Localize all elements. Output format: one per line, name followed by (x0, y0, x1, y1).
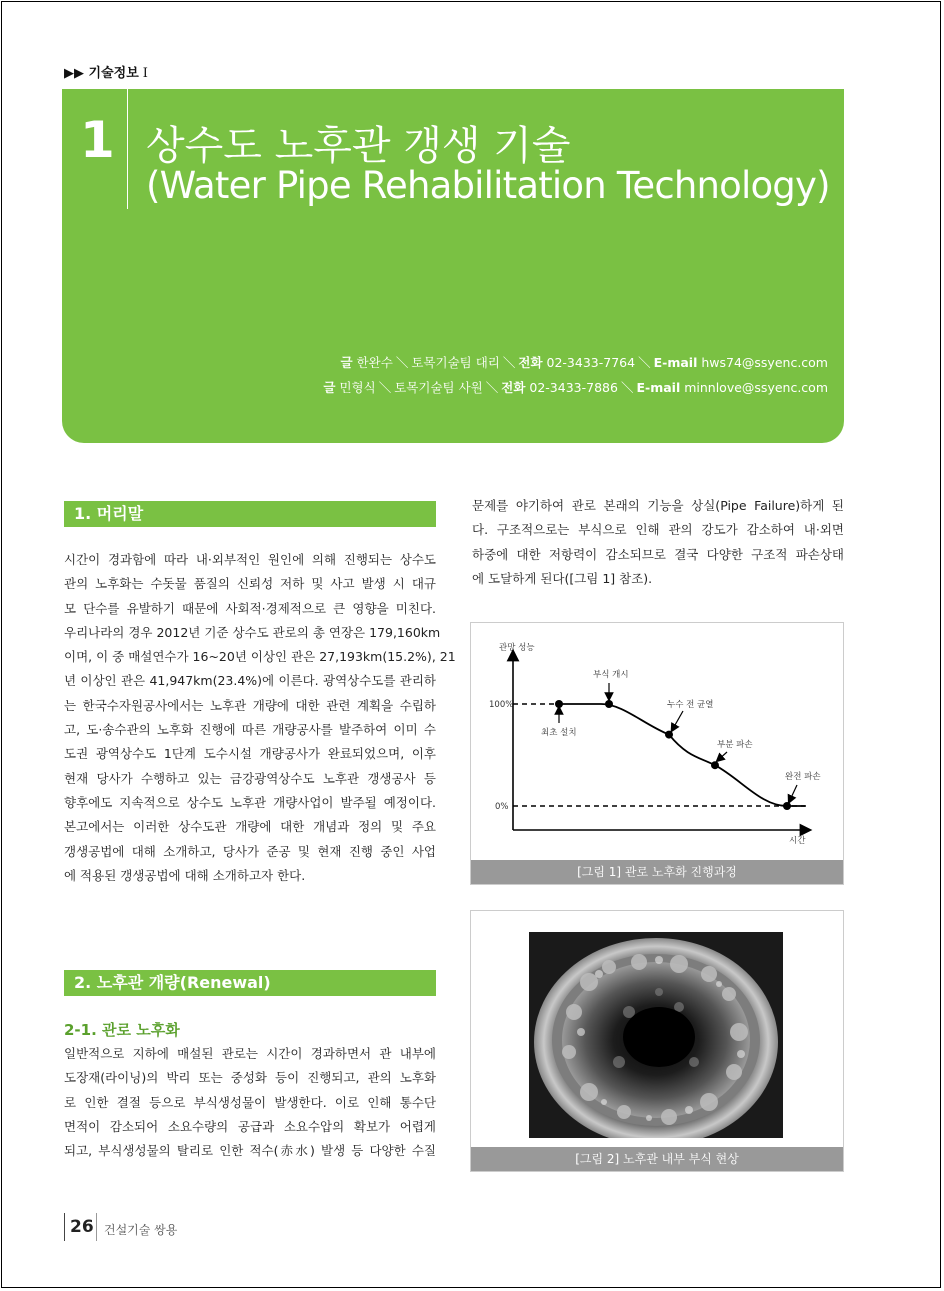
title-banner (62, 89, 844, 443)
body-line: 본고에서는 이러한 상수도관 개량에 대한 개념과 정의 및 주요 (64, 819, 436, 835)
point-install (555, 700, 563, 708)
section-1-body (64, 548, 456, 888)
author-email[interactable]: minnlove@ssyenc.com (684, 380, 828, 395)
x-axis-label: 시간 (789, 836, 806, 846)
page-number: 26 (70, 1217, 94, 1237)
body-line: 에 적용된 갱생공법에 대해 소개하고자 한다. (64, 867, 306, 883)
body-line: 우리나라의 경우 2012년 기준 상수도 관로의 총 연장은 179,160km (64, 624, 441, 640)
section-label: ▶▶ 기술정보 (64, 66, 139, 81)
body-line: 다. 구조적으로는 부식으로 인해 관의 강도가 감소하여 내·외면 (472, 522, 844, 538)
figure-2-caption: [그림 2] 노후관 내부 부식 현상 (471, 1147, 843, 1171)
subsection-2-1-heading: 2-1. 관로 노후화 (64, 1021, 180, 1039)
article-title-en: (Water Pipe Rehabilitation Technology) (146, 164, 830, 207)
author-line-2: 글 민형식 ＼ 토목기술팀 사원 ＼ 전화 02-3433-7886 ＼ E-mail minnlove@ssyenc.com (323, 380, 828, 395)
annotation-failure: 완전 파손 (785, 772, 821, 782)
author-name: 한완수 (356, 355, 393, 370)
body-line: 면적이 감소되어 소요수량의 공급과 소요수압의 확보가 어렵게 (64, 1118, 436, 1134)
body-line: 관의 노후화는 수돗물 품질의 신뢰성 저하 및 사고 발생 시 대규 (64, 576, 436, 592)
author-name: 민형식 (339, 380, 376, 395)
footer-divider-2 (96, 1213, 97, 1241)
annotation-arrow-failure (790, 785, 797, 800)
figure-2 (470, 910, 844, 1172)
author-email[interactable]: hws74@ssyenc.com (701, 355, 828, 370)
body-line: 모 단수를 유발하기 때문에 사회적·경제적으로 큰 영향을 미친다. (64, 600, 436, 616)
point-failure (783, 802, 791, 810)
right-column-body (472, 494, 844, 591)
magazine-name: 건설기술 쌍용 (104, 1223, 178, 1237)
article-number: 1 (80, 111, 115, 169)
author-line-1: 글 한완수 ＼ 토목기술팀 대리 ＼ 전화 02-3433-7764 ＼ E-mail hws74@ssyenc.com (340, 355, 828, 370)
body-line: 시간이 경과함에 따라 내·외부적인 원인에 의해 진행되는 상수도 (64, 552, 436, 567)
body-line: 향후에도 지속적으로 상수도 노후관 개량사업이 발주될 예정이다. (64, 794, 436, 810)
email-label: E-mail (636, 380, 681, 395)
annotation-arrow-partial (719, 752, 727, 759)
section-2-heading: 2. 노후관 개량(Renewal) (64, 970, 436, 996)
article-title-ko: 상수도 노후관 갱생 기술 (146, 123, 571, 169)
section-roman: Ⅰ (142, 66, 148, 81)
body-line: 는 한국수자원공사에서는 노후관 개량에 대한 관련 계획을 수립하 (64, 697, 436, 713)
phone-label: 전화 (518, 355, 543, 370)
deterioration-chart (471, 623, 843, 861)
author-dept: 토목기술팀 사원 (394, 380, 483, 395)
banner-divider (127, 89, 128, 209)
tick-label-0: 0% (495, 802, 509, 812)
author-phone: 02-3433-7886 (529, 380, 618, 395)
annotation-corrosion: 부식 개시 (593, 670, 629, 680)
figure-1 (470, 622, 844, 885)
body-line: 이며, 이 중 매설연수가 16~20년 이상인 관은 27,193km(15.2%), 21 (64, 649, 456, 665)
body-line: 년 이상인 관은 41,947km(23.4%)에 이른다. 광역상수도를 관리하 (64, 673, 436, 689)
section-tag (64, 62, 148, 81)
annotation-partial: 부분 파손 (717, 740, 753, 750)
author-dept: 토목기술팀 대리 (411, 355, 500, 370)
body-line: 도장재(라이닝)의 박리 또는 중성화 등이 진행되고, 관의 노후화 (64, 1070, 436, 1086)
annotation-arrow-leak (673, 711, 683, 729)
section-1-heading: 1. 머리말 (64, 501, 436, 527)
corroded-pipe-photo (529, 932, 783, 1138)
body-line: 갱생공법에 대해 소개하고, 당사가 준공 및 현재 진행 중인 사업 (64, 843, 436, 859)
body-line: 되고, 부식생성물의 탈리로 인한 적수(赤水) 발생 등 다양한 수질 (64, 1143, 436, 1159)
body-line: 도권 광역상수도 1단계 도수시설 개량공사가 완료되었으며, 이후 (64, 746, 436, 762)
body-line: 문제를 야기하여 관로 본래의 기능을 상실(Pipe Failure)하게 된 (472, 498, 844, 513)
author-phone: 02-3433-7764 (546, 355, 636, 370)
point-leak (665, 731, 673, 739)
performance-curve (559, 704, 805, 806)
body-line: 고, 도·송수관의 노후화 진행에 따른 개량공사를 발주하여 이미 수 (64, 722, 436, 738)
point-partial (711, 761, 719, 769)
author-label: 글 (323, 380, 336, 395)
body-line: 현재 당사가 수행하고 있는 금강광역상수도 노후관 갱생공사 등 (64, 770, 436, 786)
author-label: 글 (340, 355, 353, 370)
footer-divider (64, 1213, 65, 1241)
point-corrosion (605, 700, 613, 708)
y-axis-label: 관망 성능 (499, 643, 535, 653)
annotation-install: 최초 설치 (541, 728, 577, 738)
figure-1-caption: [그림 1] 관로 노후화 진행과정 (471, 860, 843, 884)
annotation-leak: 누수 전 균열 (667, 700, 714, 710)
email-label: E-mail (653, 355, 698, 370)
subsection-2-1-body (64, 1042, 436, 1163)
phone-label: 전화 (501, 380, 526, 395)
tick-label-100: 100% (489, 700, 514, 710)
body-line: 하중에 대한 저항력이 감소되므로 결국 다양한 구조적 파손상태 (472, 546, 844, 562)
body-line: 로 인한 결절 등으로 부식생성물이 발생한다. 이로 인해 통수단 (64, 1094, 436, 1110)
body-line: 일반적으로 지하에 매설된 관로는 시간이 경과하면서 관 내부에 (64, 1046, 436, 1061)
body-line: 에 도달하게 된다([그림 1] 참조). (472, 570, 653, 586)
